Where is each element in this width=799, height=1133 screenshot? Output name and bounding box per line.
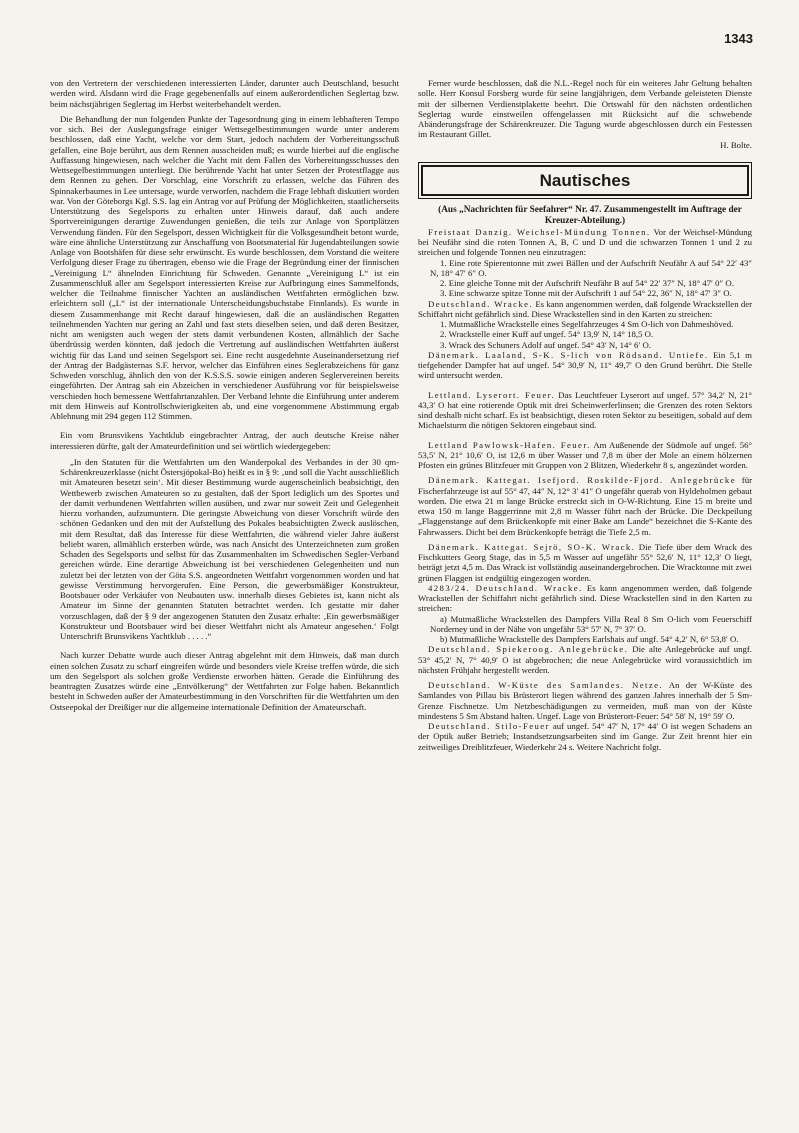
notice-lead: Dänemark. Kattegat. Sejrö, SO-K. Wrack. <box>428 541 636 552</box>
notice <box>418 583 752 614</box>
notice-item: 1. Mutmaßliche Wrackstelle eines Segelfahrzeuges 4 Sm O-lich von Dahmeshöved. <box>440 319 734 329</box>
notice-lead: Lettland Pawlowsk-Hafen. Feuer. <box>428 439 591 450</box>
notice-text: für Fischerfahrzeuge ist auf 55° 47, 44″ N, 12° 3′ 41″ O ungefähr querab von Hyldeholmen gebaut worden. Die etwa 21 m lange Brücke erstreckt sich in O-W-Richtung. Eine 15 m breite und etwa 150 m lange Baggerrinne mit 2,8 m Wasser führt nach der Brücke. Die Deckpeilung „Flaggenstange auf dem Brückenkopfe mit einer Bake am Lande“ bezeichnet die S-Kante des Fahrwassers. Dicht bei dem Brückenkopfe beträgt die Tiefe 2,5 m. <box>418 475 752 537</box>
notice-item: 2. Eine gleiche Tonne mit der Aufschrift Neufähr B auf 54° 22′ 37″ N, 18° 47′ 0″ O. <box>440 278 734 288</box>
notice <box>418 227 752 258</box>
paragraph: Die Behandlung der nun folgenden Punkte der Tagesordnung ging in einem lebhafteren Tempo vor sich. Bei der Auslegungsfrage einiger Wettsegelbestimmungen wurde unter anderem beschlossen, daß eine Yacht, welche vor dem Start, jedoch nachdem der Vorbereitungsschuß gefallen, eine Boje berührt, aus dem Rennen ausscheiden muß; es wurde hierbei auf die englische Auffassung hingewiesen, nach welcher die Yacht mit dem Fallen des Vorbereitungsschusses den Wettsegelbestimmungen unterliegt. Die berührende Yacht hat unter Setzen der Protestflagge aus dem Rennen zu gehen. Der Vorschlag, eine Vorschrift zu erlassen, welche das Führen des Spinnakerbaumes in Lee untersage, wurde verworfen, nachdem die Frage lebhaft diskutiert worden war. Von der Göteborgs Kgl. S.S. lag ein Antrag vor auf Prüfung der Möglichkeiten, staatlicherseits Unterstützung des Segelsports zu erhalten unter Hinweis darauf, daß auch andere Sportvereinigungen derartige Zuwendungen genießen, die teils zur Anlage von Sportplätzen Verwendung fänden. Für den Segelsport, dessen Wichtigkeit für die Volksgesundheit betont wurde, wäre eine ähnliche Unterstützung zur Anschaffung von Bootsmaterial für Jugendabteilungen sowie Anlage von Bootshäfen für diese sehr erwünscht. Es wurde beschlossen, dem Vorstand die weitere Verfolgung dieser Frage zu übertragen, ebenso wie die Frage der Begründung einer der finnischen „Vereinigung L“ ähnelnden Einrichtung für Schweden. Genannte „Vereinigung L“ ist ein Zusammenschluß aller am Segelsport interessierten Kreise zur Aufbringung eines Sammelfonds, welcher die Teilnahme finnischer Yachten an ausländischen Wettfahrten ermöglichen bzw. erleichtern soll („L“ ist der internationale Unterscheidungsbuchstabe Finnlands). Es wurde in diesem Zusammenhange mit Recht darauf hingewiesen, daß die an ausländischen Regatten teilnehmenden Yachten nur gering an Zahl und fast stets dieselben seien, und daß deren Besitzer, nicht am wenigsten auch wegen der stets damit verbundenen Kosten, allmählich der Sache überdrüssig werden könnten, daß jedoch die Vertretung auf ausländischen Wettfahrten äußerst wichtig für das Land und seinen Segelsport sei. Eine recht ausgedehnte Auseinandersetzung rief der Antrag der Badgästernas S.F. hervor, welcher das Einführen eines Seglerabzeichens für ganz Schweden vorschlug, ähnlich den von der K.S.S.S. sowie einigen anderen Seglervereinen bereits eingeführten. Der Antrag sah ein Abzeichen in verschiedener Ausführung vor für beispielsweise verschieden hoch bemessene Wettfahrtanzahlen. Der Verband lehnte die Einführung unter anderem mit dem Hinweis auf Kontrollschwierigkeiten ab, und eine vorgenommene Abstimmung ergab Ablehnung mit 294 gegen 112 Stimmen. <box>50 113 399 421</box>
notice-text: Die Tiefe über dem Wrack des Fischkutters Georg Stage, das in 5,5 m Wasser auf ungefähr 55° 52,6′ N, 11° 12,3′ O liegt, beträgt jetzt 4,5 m. Das Wrack ist vollständig auseinandergebrochen. Die Wracktonne mit zwei grünen Flaggen ist endgültig eingezogen worden. <box>418 541 753 583</box>
section-heading-box <box>418 162 752 199</box>
notice-item: a) Mutmaßliche Wrackstellen des Dampfers Villa Real 8 Sm O-lich vom Feuerschiff Norderney und in der Nähe von ungefähr 53° 57′ N, 7° 37′ O. <box>430 613 752 634</box>
notice-text: An der W-Küste des Samlandes von Pillau bis Brüsterort liegen während des ganzen Jahres innerhalb der 5 Sm-Grenze Fischnetze. Um Netzbeschädigungen zu vermeiden, muß man von der Küste mindestens 5 Sm Abstand halten. Ungef. Lage von Brüsterort-Feuer: 54° 58′ N, 19° 59′ O. <box>418 680 752 721</box>
paragraph: Nach kurzer Debatte wurde auch dieser Antrag abgelehnt mit dem Hinweis, daß man durch einen solchen Zusatz zu scharf eingreifen würde und besonders viele Kreise treffen würde, die sich um den Segelsport als solchen große Verdienste erworben hätten. Gerade die Einführung des beantragten Zusatzes würde eine „Entvölkerung“ der Wettfahrten zur Folge haben. Bekanntlich besteht in Schweden außer der Amateurbestimmung in den Vorschriften für die Wettfahrten um den Ostseepokal der Dreißiger nur die allgemeine internationale Definition der Amateurschaft. <box>50 650 399 712</box>
notice-lead: Deutschland. Spiekeroog. Anlegebrücke. <box>428 644 629 655</box>
paragraph: Ferner wurde beschlossen, daß die N.L.-Regel noch für ein weiteres Jahr Geltung behalten solle. Herr Konsul Forsberg wurde für seine langjährigen, dem Verbande geleisteten Dienste mit der silbernen Verdienstplakette beehrt. Die Ortswahl für den nächsten ordentlichen Seglertag wurde einstweilen offengelassen mit Rücksicht auf die schwebende Abänderungsfrage der Schärenkreuzer. Die Tagung wurde abgeschlossen durch ein Festessen im Restaurant Gillet. <box>418 78 752 140</box>
left-column <box>50 78 399 712</box>
notice-text: Am Außenende der Südmole auf ungef. 56° 53,5′ N, 21° 10,6′ O, ist 12,6 m über Wasser und 7,8 m über der Mole an einem hölzernen Pfosten ein grünes Blitzfeuer mit Gruppen von 2 Blitzen, Wiederkehr 8 s, angezündet worden. <box>418 439 752 470</box>
notice <box>418 350 752 381</box>
notice-lead: Deutschland. W-Küste des Samlandes. Netze. <box>428 680 664 690</box>
notice-text: Die alte Anlegebrücke auf ungf. 53° 45,2′ N, 7° 40,9′ O ist abgebrochen; die neue Anlegebrücke wird voraussichtlich im nächsten Frühjahr hergestellt werden. <box>418 644 752 675</box>
paragraph: Ein vom Brunsvikens Yachtklub eingebrachter Antrag, der auch deutsche Kreise näher interessieren dürfte, galt der Amateurdefinition und sei wörtlich wiedergegeben: <box>50 430 399 451</box>
notice-text: Das Leuchtfeuer Lyserort auf ungef. 57° 34,2′ N, 21° 43,3′ O hat eine rotierende Optik mit drei Scheinwerferlinsen; die Grenzen des roten Sektors sind deshalb nicht scharf. Es ist beabsichtigt, diesen roten Sektor zu beseitigen, sobald auf dem Michaelsturm die nötigen Sektoren eingebaut sind. <box>418 389 753 431</box>
notice-lead: Freistaat Danzig. Weichsel-Mündung Tonnen. <box>428 226 651 237</box>
signature: H. Bolte. <box>720 139 752 150</box>
notice <box>418 390 752 431</box>
notice-lead: Lettland. Lyserort. Feuer. <box>428 389 556 400</box>
notice-text: auf ungef. 54° 47′ N, 17° 44′ O ist wegen Schadens an der Optik außer Betrieb; Instandsetzungsarbeiten sind im Gange. Zur Zeit brennt hier ein zeitweiliges Dreiblitzfeuer, Wiederkehr 24 s. Weitere Nachricht folgt. <box>418 721 752 752</box>
section-subheading: (Aus „Nachrichten für Seefahrer“ Nr. 47. Zusammengestellt im Auftrage der Kreuzer-Abteilung.) <box>438 204 742 226</box>
notice-lead: Deutschland. Wracke. <box>428 298 534 309</box>
section-heading: Nautisches <box>421 165 749 196</box>
notice-item: 2. Wrackstelle einer Kuff auf ungef. 54° 13,9′ N, 14° 18,5 O. <box>440 329 654 340</box>
notice-lead: Dänemark. Kattegat. Isefjord. Roskilde-Fjord. Anlegebrücke <box>428 475 736 486</box>
notice-item: 3. Wrack des Schuners Adolf auf ungef. 54° 43′ N, 14° 6′ O. <box>440 339 652 350</box>
notice <box>418 542 752 583</box>
notice <box>418 721 752 752</box>
notice <box>418 299 752 320</box>
notice <box>418 644 752 675</box>
notice-item: b) Mutmaßliche Wrackstelle des Dampfers Earlshais auf ungf. 54° 4,2′ N, 6° 53,8′ O. <box>440 634 739 644</box>
notice-text: Es kann angenommen werden, daß folgende Wrackstellen der Schiffahrt nicht gefährlich sind. Diese Wrackstellen sind in den Karten zu streichen: <box>418 582 752 614</box>
notice-item: 3. Eine schwarze spitze Tonne mit der Aufschrift 1 auf 54° 22, 36″ N, 18° 47′ 3″ O. <box>440 288 732 299</box>
notice-item: 1. Eine rote Spierentonne mit zwei Bällen und der Aufschrift Neufähr A auf 54° 22′ 43″ N, 18° 47′ 6″ O. <box>430 257 752 278</box>
notice <box>418 440 752 471</box>
paragraph: von den Vertretern der verschiedenen interessierten Länder, darunter auch Deutschland, besucht werden wird. Alsdann wird die Frage gegebenenfalls auf einem außerordentlichen Seglertag bzw. beim nächstjährigen Seglertag im Herbst weiterbehandelt werden. <box>50 78 399 109</box>
notice-lead: Deutschland. Stilo-Feuer <box>428 721 550 731</box>
notice-text: Vor der Weichsel-Mündung bei Neufähr sind die roten Tonnen A, B, C und D und die schwarzen Tonnen 1 und 2 zu streichen und folgende Tonnen neu einzutragen: <box>418 226 752 258</box>
notice <box>418 475 752 537</box>
amateur-quote: „In den Statuten für die Wettfahrten um den Wanderpokal des Verbandes in der 30 qm-Schärenkreuzerklasse (nicht Östersjöpokal-Bo) heißt es in § 9: ‚und soll die Yacht ausschließlich mit Amateuren besetzt sein‘. Mit dieser Bestimmung wurde augenscheinlich beabsichtigt, den Wettbewerb zwischen Amateuren so zu gestalten, daß der Sport lediglich um des Sportes und der damit verbundenen Wettfahrten willen ausüben, und zwar nur soweit Zeit und Gelegenheit hierzu vorhanden, aufzumuntern. Die geringste Abweichung von dieser Vorschrift würde den schönen Gedanken und den mit der Aufstellung des Pokales beabsichtigten Zweck auslöschen, mit dem Resultat, daß das Interesse für diese Wettfahrten, die während vieler Jahre äußerst beliebt waren, allmählich ersterben würde, was nach Ansicht des Unterzeichneten zum großen Schaden des Segelsports und selbst für das Zusammenhalten im Schwedischen Segler-Verband gereichen würde. Eine derartige Abweichung ist bei verschiedenen Gelegenheiten und nun zuletzt bei der letzten von der Göta S.S. angeordneten Wettfahrt vorgenommen worden und hat gewisse Verstimmung hervorgerufen. Eine Person, die gewerbsmäßiger Konstrukteur, Bootsbauer oder Verkäufer von Neubauten usw. innerhalb dieses Gebietes ist, kann nicht als Amateur im Sinne der genannten Statuten betrachtet werden. Ich gestatte mir daher vorzuschlagen, daß der § 9 der angezogenen Statuten den Zusatz erhalte: ‚Ein gewerbsmäßiger Konstrukteur und Bootsbauer wird bei dieser Wettfahrt nicht als Amateur angesehen.‘ Folgt Unterschrift Brunsvikens Yachtklub . . . . .“ <box>60 456 399 641</box>
notice-lead: 4283/24. Deutschland. Wracke. <box>428 582 583 593</box>
page-number: 1343 <box>724 31 753 46</box>
notice-lead: Dänemark. Laaland, S-K. S-lich von Rödsand. Untiefe. <box>428 349 709 360</box>
right-column <box>418 78 752 752</box>
notice-text: Es kann angenommen werden, daß folgende Wrackstellen der Schiffahrt nicht gefährlich sind. Diese Wrackstellen sind in den Karten zu streichen: <box>418 298 752 319</box>
notice <box>418 680 752 721</box>
notice-text: Ein 5,1 m tiefgehender Dampfer hat auf ungef. 54° 30,9′ N, 11° 49,7′ O den Grund berührt. Die Stelle wird untersucht werden. <box>418 349 752 381</box>
signature-line <box>418 140 752 150</box>
